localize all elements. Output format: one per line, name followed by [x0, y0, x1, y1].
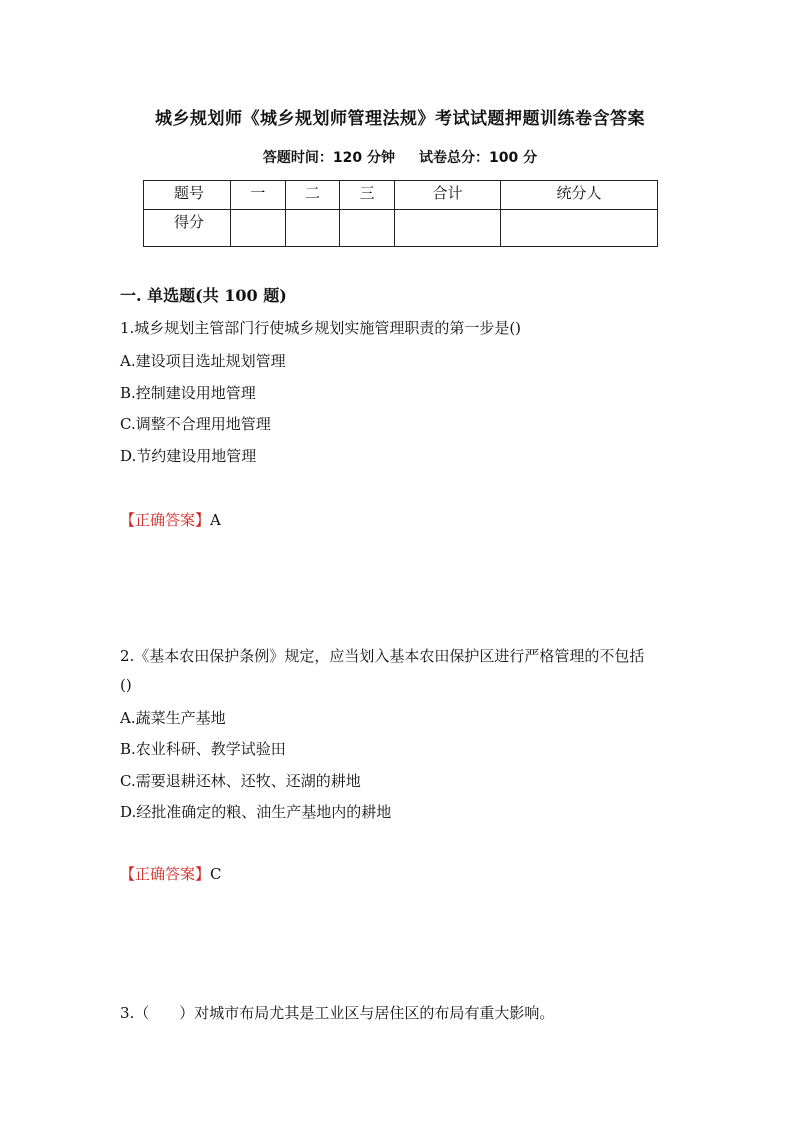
score-table-cell: [395, 210, 501, 247]
question-1-answer: [120, 509, 221, 530]
question-2-stem-continued: (): [120, 676, 132, 694]
answer-label: 【正确答案】: [120, 865, 211, 883]
score-table-cell: 二: [285, 181, 340, 210]
question-2-option-b: B.农业科研、教学试验田: [120, 740, 286, 758]
score-table-header-row: [144, 181, 658, 210]
score-table-cell: 题号: [144, 181, 231, 210]
question-1-option-a: A.建设项目选址规划管理: [120, 352, 286, 370]
score-table-cell: 合计: [395, 181, 501, 210]
score-table-cell: 一: [231, 181, 286, 210]
score-table-cell: [285, 210, 340, 247]
exam-meta: [0, 147, 800, 167]
question-1-option-c: C.调整不合理用地管理: [120, 415, 271, 433]
score-table: [143, 180, 658, 247]
score-table-cell: [340, 210, 395, 247]
score-table-cell: [231, 210, 286, 247]
question-1-option-b: B.控制建设用地管理: [120, 384, 256, 402]
section-title: 一. 单选题(共 100 题): [120, 286, 287, 305]
page-title: 城乡规划师《城乡规划师管理法规》考试试题押题训练卷含答案: [155, 109, 645, 129]
answer-value: A: [210, 511, 221, 529]
question-1-option-d: D.节约建设用地管理: [120, 447, 257, 465]
exam-total-score: 试卷总分：100 分: [419, 150, 538, 166]
score-table-cell: [500, 210, 657, 247]
question-1-stem: 1.城乡规划主管部门行使城乡规划实施管理职责的第一步是(): [120, 319, 522, 337]
question-2-answer: [120, 863, 222, 884]
exam-time: 答题时间：120 分钟: [262, 150, 395, 166]
question-3-stem: 3.（ ）对城市布局尤其是工业区与居住区的布局有重大影响。: [120, 1004, 555, 1022]
answer-value: C: [210, 865, 222, 883]
question-2-option-a: A.蔬菜生产基地: [120, 709, 226, 727]
question-2-option-c: C.需要退耕还林、还牧、还湖的耕地: [120, 772, 361, 790]
question-2-option-d: D.经批准确定的粮、油生产基地内的耕地: [120, 803, 392, 821]
score-table-cell: 统分人: [500, 181, 657, 210]
score-table-cell: 得分: [144, 210, 231, 247]
answer-label: 【正确答案】: [120, 511, 211, 529]
score-table-score-row: [144, 210, 658, 247]
question-2-stem: 2.《基本农田保护条例》规定，应当划入基本农田保护区进行严格管理的不包括: [120, 647, 645, 665]
score-table-cell: 三: [340, 181, 395, 210]
